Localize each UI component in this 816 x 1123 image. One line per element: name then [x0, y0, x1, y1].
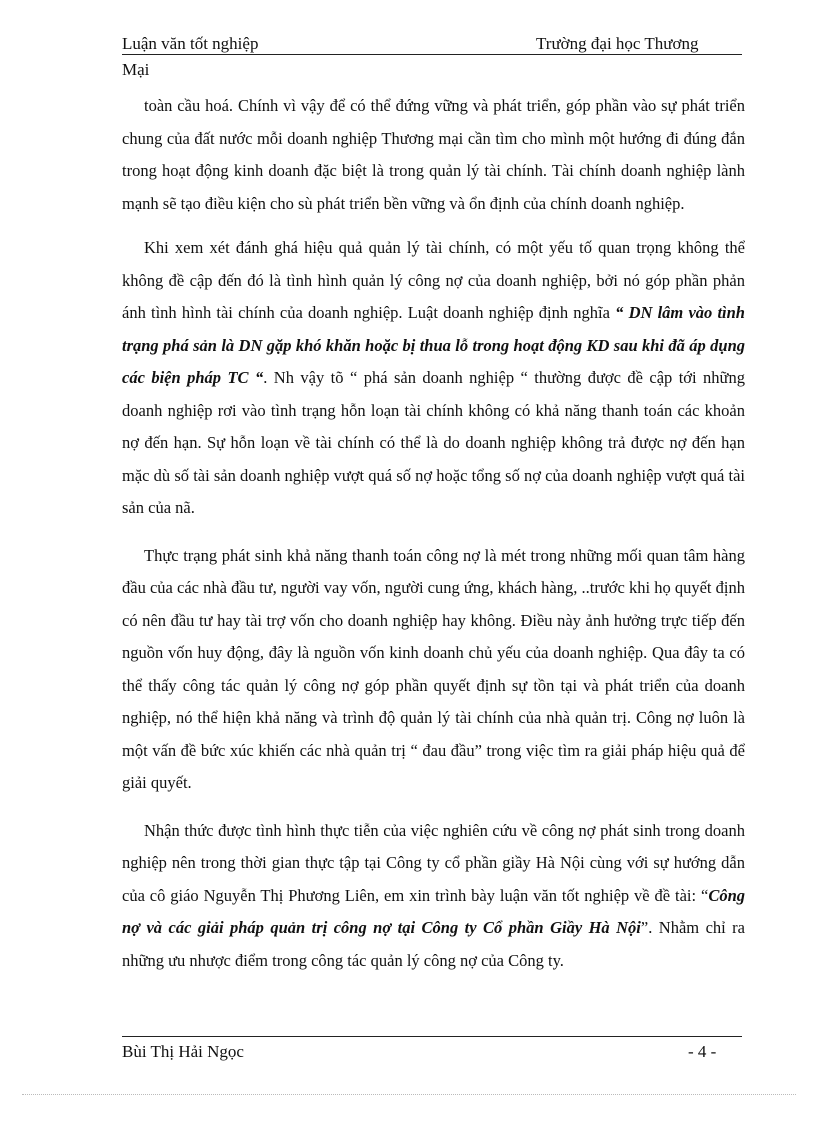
header-right-title: Trường đại học Thương: [536, 34, 699, 53]
footer-rule: [122, 1036, 742, 1037]
paragraph-2-text-c: . Nh vậy tõ “ phá sản doanh nghiệp “ thường được đề cập tới những doanh nghiệp rơi vào tình trạng hỗn loạn tài chính không có khả năng thanh toán các khoản nợ đến hạn. Sự hỗn loạn về tài chính có thể là do doanh nghiệp không trả được nợ đến hạn mặc dù số tài sản doanh nghiệp vượt quá số nợ hoặc tổng số nợ của doanh nghiệp vượt quá tài sản của nã.: [122, 368, 745, 517]
header-left-title: Luận văn tốt nghiệp: [122, 34, 259, 53]
paragraph-2-definition-quote: “ DN lâm vào tình trạng phá sản là DN gặp khó khăn hoặc bị thua lỗ trong hoạt động KD sau khi đã áp dụng các biện pháp TC “: [122, 303, 745, 387]
header-rule: [122, 54, 742, 55]
paragraph-4-text-c: ”. Nhằm chỉ ra những ưu nhược điểm trong công tác quản lý công nợ của Công ty.: [122, 918, 746, 970]
page-bottom-divider: [22, 1094, 796, 1095]
paragraph-3: Thực trạng phát sinh khả năng thanh toán công nợ là mét trong những mối quan tâm hàng đầu của các nhà đầu tư, người vay vốn, người cung ứng, khách hàng, ..trước khi họ quyết định có nên đầu tư hay tài trợ vốn cho doanh nghiệp hay không. Điều này ảnh hưởng trực tiếp đến nguồn vốn huy động, đây là nguồn vốn kinh doanh chủ yếu của doanh nghiệp. Qua đây ta có thể thấy công tác quản lý công nợ góp phần quyết định sự tồn tại và phát triển của doanh nghiệp, nó thể hiện khả năng và trình độ quản lý tài chính của nhà quản trị. Công nợ luôn là một vấn đề bức xúc khiến các nhà quản trị “ đau đầu” trong việc tìm ra giải pháp hiệu quả để giải quyết.: [122, 545, 745, 792]
thesis-title: Công nợ và các giải pháp quản trị công nợ tại Công ty Cổ phần Giầy Hà Nội: [122, 885, 745, 937]
footer-author: Bùi Thị Hải Ngọc: [122, 1042, 244, 1061]
header-continuation: Mại: [122, 60, 150, 79]
document-body: [122, 90, 745, 992]
paragraph-2-text-a: Khi xem xét đánh ghá hiệu quả quản lý tài chính, có một yếu tố quan trọng không thể không đề cập đến đó là tình hình quản lý công nợ của doanh nghiệp, bởi nó góp phần phản ánh tình hình tài chính của doanh nghiệp. Luật doanh nghiệp định nghĩa: [122, 238, 745, 322]
paragraph-4-text-a: Nhận thức được tình hình thực tiễn của việc nghiên cứu về công nợ phát sinh trong doanh nghiệp nên trong thời gian thực tập tại Công ty cổ phần giầy Hà Nội cùng với sự hướng dẫn của cô giáo Nguyễn Thị Phương Liên, em xin trình bày luận văn tốt nghiệp về đề tài: “: [122, 820, 745, 905]
page-number: - 4 -: [688, 1042, 717, 1061]
paragraph-2: [122, 232, 745, 525]
paragraph-1: toàn cầu hoá. Chính vì vậy để có thể đứng vững và phát triển, góp phần vào sự phát triển chung của đất nước mỗi doanh nghiệp Thương mại cần tìm cho mình một hướng đi đúng đắn trong hoạt động kinh doanh đặc biệt là trong quản lý tài chính. Tài chính doanh nghiệp lành mạnh sẽ tạo điều kiện cho sù phát triển bền vững và ổn định của chính doanh nghiệp.: [122, 96, 745, 213]
paragraph-4: [122, 815, 745, 978]
